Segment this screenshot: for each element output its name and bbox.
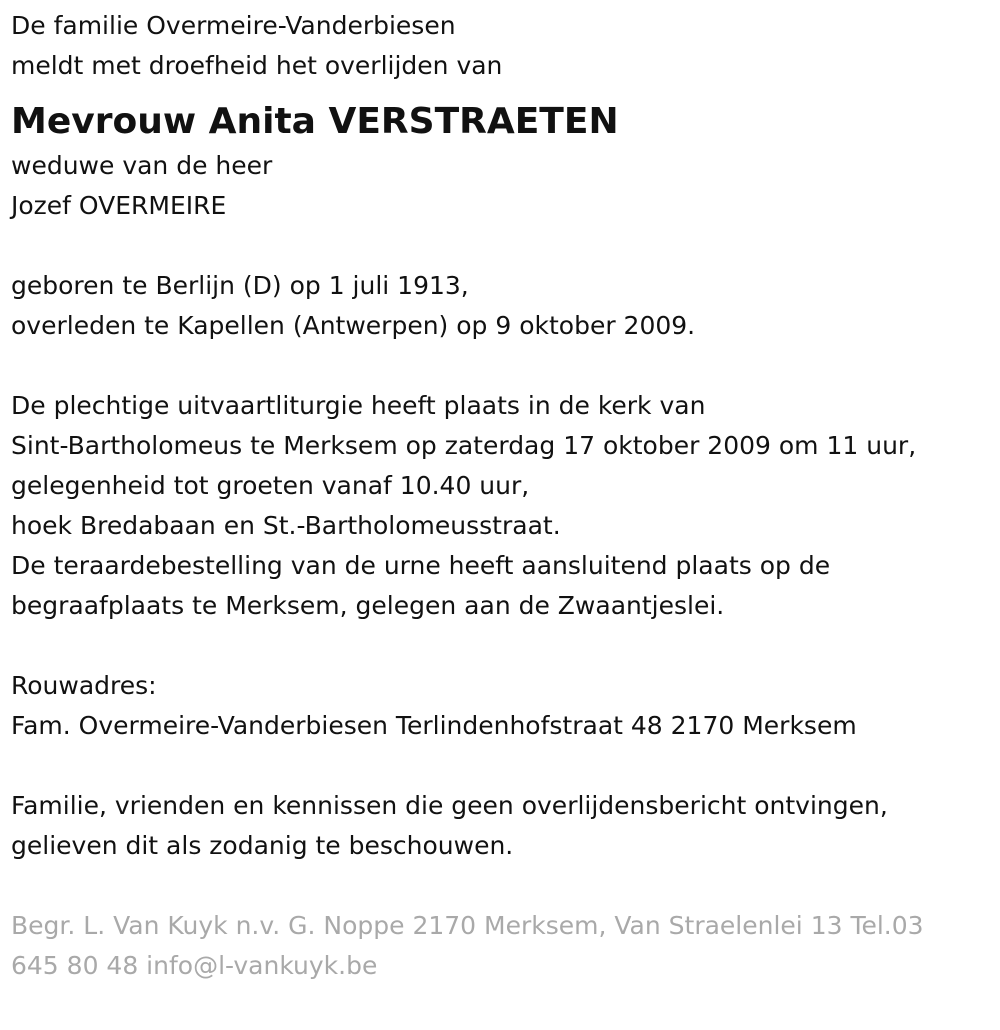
address-heading: Rouwadres: [11,671,157,700]
death-line: overleden te Kapellen (Antwerpen) op 9 oktober 2009. [11,311,696,340]
birth-line: geboren te Berlijn (D) op 1 juli 1913, [11,271,469,300]
spouse-line: weduwe van de heer [11,151,273,180]
funeral-line: Sint-Bartholomeus te Merksem op zaterdag 17 oktober 2009 om 11 uur, [11,431,917,460]
intro-line: meldt met droefheid het overlijden van [11,51,503,80]
closing-section [11,786,991,866]
intro-line: De familie Overmeire-Vanderbiesen [11,11,456,40]
funeral-home-footer [11,906,991,986]
deceased-name: Mevrouw Anita VERSTRAETEN [11,101,619,142]
address-line: Fam. Overmeire-Vanderbiesen Terlindenhofstraat 48 2170 Merksem [11,711,857,740]
funeral-section [11,386,991,626]
spacer [11,226,991,266]
spacer [11,346,991,386]
spouse-line: Jozef OVERMEIRE [11,191,227,220]
funeral-line: De teraardebestelling van de urne heeft aansluitend plaats op de [11,551,831,580]
spacer [11,746,991,786]
footer-line: Begr. L. Van Kuyk n.v. G. Noppe 2170 Merksem, Van Straelenlei 13 Tel.03 [11,911,924,940]
funeral-line: gelegenheid tot groeten vanaf 10.40 uur, [11,471,530,500]
closing-line: gelieven dit als zodanig te beschouwen. [11,831,514,860]
death-notice [11,6,991,986]
closing-line: Familie, vrienden en kennissen die geen overlijdensbericht ontvingen, [11,791,888,820]
funeral-line: begraafplaats te Merksem, gelegen aan de Zwaantjeslei. [11,591,725,620]
footer-line: 645 80 48 info@l-vankuyk.be [11,951,378,980]
address-section [11,666,991,746]
name-section [11,98,991,226]
intro-section [11,6,991,86]
spacer [11,866,991,906]
life-dates-section [11,266,991,346]
spacer [11,626,991,666]
funeral-line: De plechtige uitvaartliturgie heeft plaats in de kerk van [11,391,706,420]
funeral-line: hoek Bredabaan en St.-Bartholomeusstraat. [11,511,561,540]
